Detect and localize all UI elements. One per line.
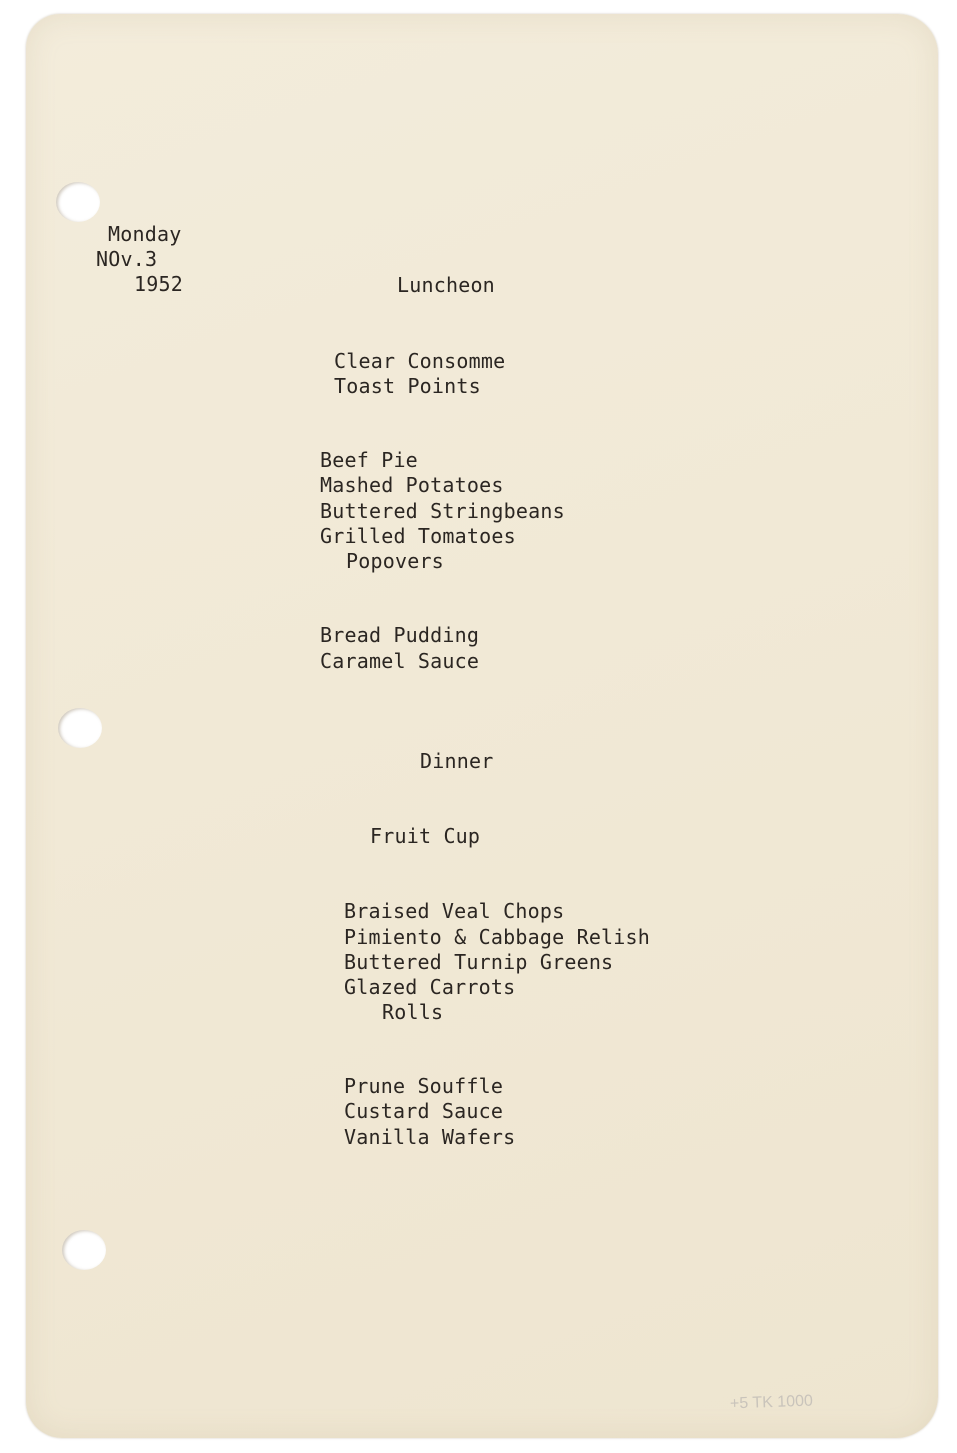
punch-hole-top	[56, 182, 100, 222]
dinner-item: Fruit Cup	[370, 824, 481, 848]
luncheon-bread: Popovers	[346, 549, 444, 573]
punch-hole-middle	[58, 708, 102, 748]
luncheon-heading: Luncheon	[397, 273, 495, 297]
luncheon-item: Clear Consomme	[334, 349, 506, 373]
luncheon-item: Beef Pie	[320, 448, 418, 472]
dinner-item: Braised Veal Chops	[344, 899, 565, 923]
punch-hole-bottom	[62, 1230, 106, 1270]
dinner-heading: Dinner	[420, 749, 494, 773]
luncheon-item: Buttered Stringbeans	[320, 499, 565, 523]
dinner-item: Vanilla Wafers	[344, 1125, 516, 1149]
date-weekday: Monday	[108, 222, 182, 246]
luncheon-item: Mashed Potatoes	[320, 473, 504, 497]
luncheon-item: Toast Points	[334, 374, 481, 398]
luncheon-item: Grilled Tomatoes	[320, 524, 516, 548]
date-year: 1952	[134, 272, 183, 296]
dinner-item: Pimiento & Cabbage Relish	[344, 925, 651, 949]
archive-mark: +5 TK 1000	[729, 1392, 814, 1413]
luncheon-item: Caramel Sauce	[320, 649, 480, 673]
date-month-day: NOv.3	[96, 247, 158, 271]
dinner-item: Glazed Carrots	[344, 975, 516, 999]
dinner-bread: Rolls	[382, 1000, 444, 1024]
dinner-item: Custard Sauce	[344, 1099, 504, 1123]
dinner-item: Buttered Turnip Greens	[344, 950, 614, 974]
luncheon-item: Bread Pudding	[320, 623, 480, 647]
dinner-item: Prune Souffle	[344, 1074, 504, 1098]
